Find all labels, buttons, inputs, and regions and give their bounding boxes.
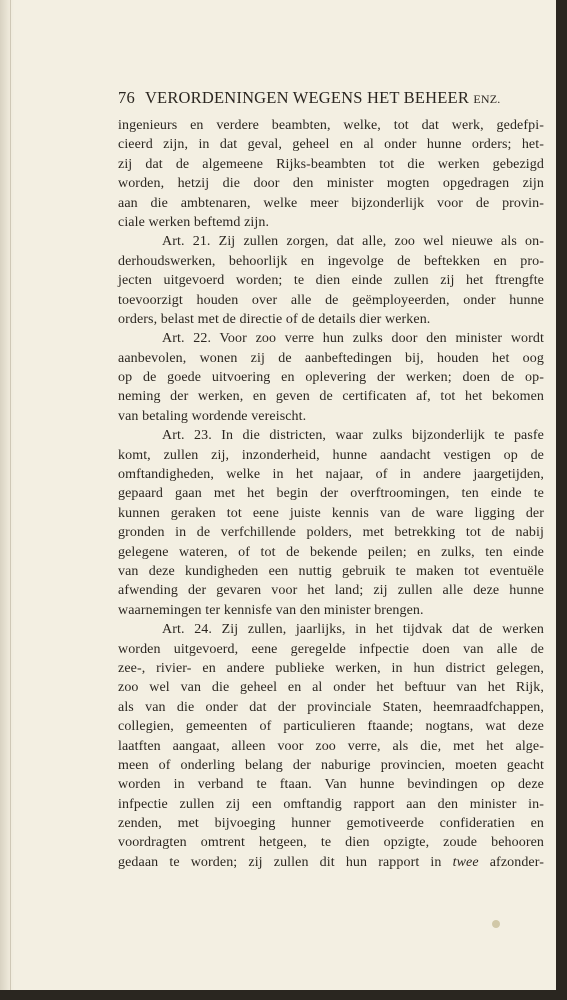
text-line: laatften aangaat, alleen voor zoo verre, als die, met het alge- <box>118 738 544 754</box>
text-line: kunnen geraken tot eene juiste kennis van de ware ligging der <box>118 505 544 521</box>
text-line: zoo wel van die geheel en al onder het beftuur van het Rijk, <box>118 680 544 696</box>
text-line: aan die ambtenaren, welke meer bijzonderlijk voor de provin- <box>118 195 544 211</box>
text-line: gronden in de verfchillende polders, met betrekking tot de nabij <box>118 525 544 541</box>
text-line: aanbevolen, wonen zij de aanbeftedingen bij, houden het oog <box>118 350 544 366</box>
text-line: derhoudswerken, behoorlijk en ingevolge de beftekken en pro- <box>118 253 544 269</box>
text-line: waarnemingen ter kennisfe van den minister brengen. <box>118 602 424 618</box>
text-line: van betaling wordende vereischt. <box>118 408 307 424</box>
text-line: afwending der gevaren voor het land; zij zullen alle deze hunne <box>118 583 544 599</box>
text-line: worden in verband te ftaan. Van hunne bevindingen op deze <box>118 777 544 793</box>
text-line: ciale werken beftemd zijn. <box>118 214 270 230</box>
text-line: meen of onderling belang der naburige provincien, moeten geacht <box>118 757 544 773</box>
page-gutter-line <box>10 0 11 1000</box>
final-line-end: afzonder- <box>478 854 544 870</box>
article-start-line: Art. 22. Voor zoo verre hun zulks door den minister wordt <box>162 331 544 347</box>
italic-word: twee <box>452 854 479 870</box>
final-text-line <box>118 853 544 872</box>
text-line: worden uitgevoerd, eene geregelde infpectie doen van alle de <box>118 641 544 657</box>
text-line: jecten uitgevoerd worden; te dien einde zullen zij het ftrengfte <box>118 273 544 289</box>
running-title-suffix: ENZ. <box>473 92 501 106</box>
page-right-border <box>556 0 567 1000</box>
text-line: op de goede uitvoering en oplevering der werken; doen de op- <box>118 370 544 386</box>
text-line: zenden, met bijvoeging hunner gemotiveerde confideratien en <box>118 816 544 832</box>
text-line: worden, hetzij die door den minister mogten opgedragen zijn <box>118 176 544 192</box>
body-text <box>118 116 544 872</box>
text-line: zee-, rivier- en andere publieke werken, in hun district gelegen, <box>118 660 544 676</box>
article-start-line: Art. 21. Zij zullen zorgen, dat alle, zoo wel nieuwe als on- <box>162 234 544 250</box>
final-line-start: gedaan te worden; zij zullen dit hun rapport in <box>118 854 453 870</box>
text-line: omftandigheden, welke in het najaar, of in andere jaargetijden, <box>118 467 544 483</box>
text-line: komt, zullen zij, inzonderheid, hunne aandacht vestigen op de <box>118 447 544 463</box>
text-line: van deze kundigheden een nuttig gebruik te maken tot eventuële <box>118 563 544 579</box>
article-start-line: Art. 24. Zij zullen, jaarlijks, in het tijdvak dat de werken <box>162 622 544 638</box>
text-line: ingenieurs en verdere beambten, welke, tot dat werk, gedefpi- <box>118 118 544 133</box>
text-line: neming der werken, en geven de certificaten af, tot het bekomen <box>118 389 544 405</box>
text-line: gepaard gaan met het begin der overftroomingen, ten einde te <box>118 486 544 502</box>
paper-stain <box>492 920 500 928</box>
running-header <box>118 88 548 112</box>
text-line: collegien, gemeenten of particulieren ftaande; nogtans, wat deze <box>118 719 544 735</box>
article-start-line: Art. 23. In die districten, waar zulks bijzonderlijk te pasfe <box>162 428 544 444</box>
text-line: infpectie zullen zij een omftandig rapport aan den minister in- <box>118 796 544 812</box>
text-line: als van die onder dat der provinciale Staten, heemraadfchappen, <box>118 699 544 715</box>
text-line: voordragten omtrent hetgeen, te dien opzigte, zoude behooren <box>118 835 544 851</box>
text-line: cieerd zijn, in dat geval, geheel en al onder hunne orders; het- <box>118 137 544 153</box>
running-title: VERORDENINGEN WEGENS HET BEHEER <box>144 88 470 107</box>
text-line: orders, belast met de directie of de details dier werken. <box>118 311 431 327</box>
page-binding-edge <box>0 0 14 1000</box>
page-bottom-border <box>0 990 567 1000</box>
text-line: toevoorzigt houden over alle de geëmployeerden, onder hunne <box>118 292 544 308</box>
text-line: zij dat de algemeene Rijks-beambten tot die werken gebezigd <box>118 156 544 172</box>
text-line: gelegene wateren, of tot de bekende peilen; en zulks, ten einde <box>118 544 544 560</box>
page-number: 76 <box>118 88 135 107</box>
